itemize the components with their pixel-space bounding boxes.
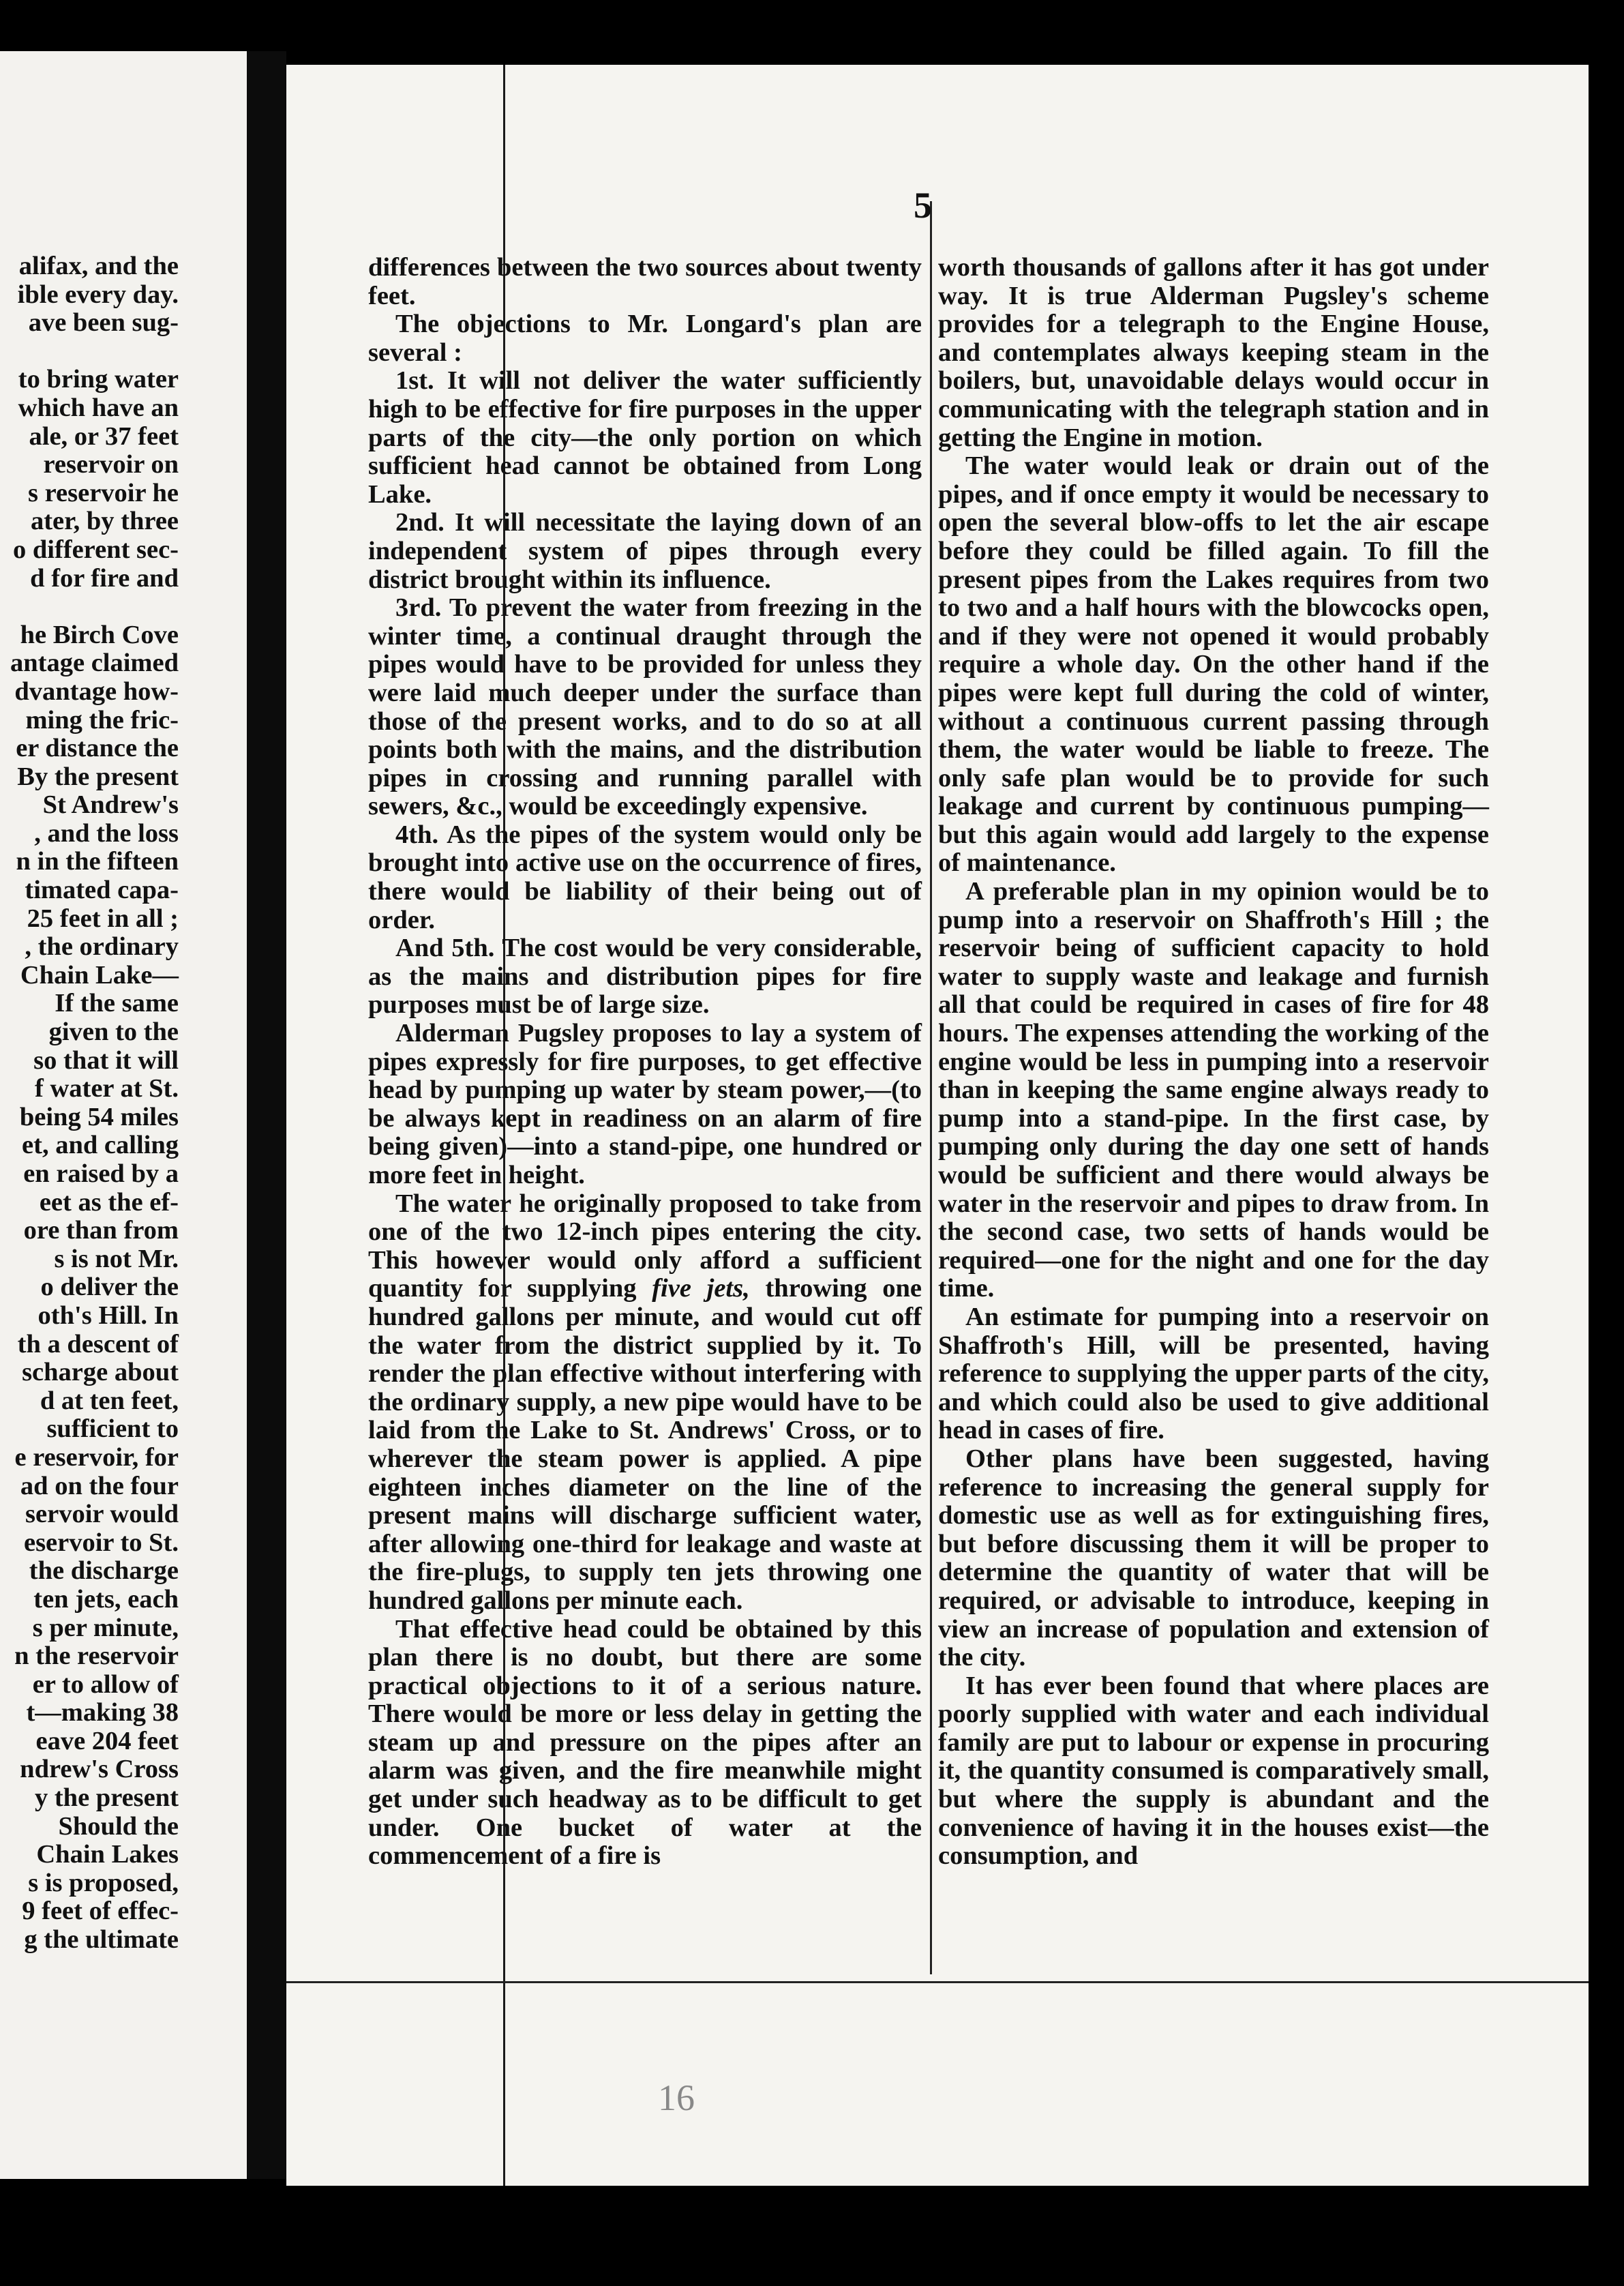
paragraph: That effective head could be obtained by this plan there is no doubt, but there are some practical objections to it of a serious nature. There would be more or less delay in getting the steam up and pressure on the pipes after an alarm was given, and the fire meanwhile might get under such headway as to be difficult to get under. One bucket of water at the commencement of a fire is (368, 1614, 922, 1871)
paragraph: And 5th. The cost would be very considerable, as the mains and distribution pipes for fire purposes must be of large size. (368, 934, 922, 1020)
text-run: throwing one hundred gallons per minute, and would cut off the water from the district supplied by it. To render the plan effective without interfering with the ordinary supply, a new pipe would have to be laid from the Lake to St. Andrews' Cross, or to wherever the steam power is applied. A pipe eighteen inches diameter on the line of the present mains will discharge sufficient water, after allowing one-third for leakage and waste at the fire-plugs, to supply ten jets throwing one hundred gallons per minute each. (368, 1274, 922, 1615)
text-line: Chain Lake— (20, 960, 179, 990)
text-line: ad on the four (20, 1471, 179, 1500)
text-line: y the present (34, 1783, 179, 1813)
text-line: antage claimed (10, 649, 179, 678)
paragraph: The water would leak or drain out of the pipes, and if once empty it would be necessary to open the several blow-offs to let the air escape before they could be filled again. To fill the present pipes from the Lakes requires from two to two and a half hours with the blowcocks open, and if they were not opened it would probably require a whole day. On the other hand if the pipes were kept full during the cold of winter, without a continuous current passing through them, the water would be liable to freeze. The only safe plan would be to provide for such leakage and current by continuous pumping—but this again would add largely to the expense of maintenance. (938, 451, 1489, 878)
text-line: eet as the ef- (39, 1187, 179, 1217)
text-line: St Andrew's (42, 790, 179, 820)
text-line: the discharge (29, 1556, 179, 1586)
text-line: , the ordinary (25, 932, 179, 962)
text-line: servoir would (25, 1500, 179, 1529)
bottom-rule (286, 1981, 1589, 1983)
text-line: n the reservoir (14, 1642, 179, 1671)
text-line: Chain Lakes (36, 1840, 179, 1869)
paragraph: 4th. As the pipes of the system would only be brought into active use on the occurrence of fires, there would be liability of their being out of order. (368, 820, 922, 934)
emphasis: five jets, (652, 1274, 750, 1303)
text-line: ming the fric- (25, 705, 179, 734)
text-line: reservoir on (43, 450, 179, 479)
text-line: ave been sug- (28, 308, 179, 338)
text-line (0, 593, 179, 621)
paragraph: differences between the two sources about twenty feet. (368, 253, 922, 310)
text-line: er to allow of (32, 1669, 179, 1699)
paragraph: Other plans have been suggested, having reference to increasing the general supply for domestic use as well as for extinguishing fires, but before discussing them it will be proper to determine the quantity of water that will be required, or advisable to introduce, keeping in view an increase of population and extension of the city. (938, 1444, 1489, 1672)
text-line: s reservoir he (28, 478, 179, 507)
text-line: o deliver the (40, 1273, 179, 1302)
paragraph: An estimate for pumping into a reservoir on Shaffroth's Hill, will be presented, having reference to supplying the upper parts of the city, and which could also be used to give additional head in cases of fire. (938, 1302, 1489, 1445)
text-line: which have an (18, 393, 179, 422)
text-line: given to the (48, 1018, 179, 1047)
text-line: , and the loss (34, 818, 179, 848)
page-number: 5 (914, 185, 932, 226)
text-line: n in the fifteen (16, 847, 179, 876)
paragraph: A preferable plan in my opinion would be to pump into a reservoir on Shaffroth's Hill ; the reservoir being of sufficient capacity to hold water to supply waste and leakage and furnish all that could be required in cases of fire for 48 hours. The expenses attending the working of the engine would be less in pumping into a reservoir than in keeping the same engine always ready to pump into a stand-pipe. In the first case, by pumping only during the day one sett of hands would be sufficient and there would always be water in the reservoir and pipes to draw from. In the second case, two setts of hands would be required—one for the night and one for the day time. (938, 877, 1489, 1303)
text-line: th a descent of (17, 1329, 179, 1359)
paragraph: worth thousands of gallons after it has got under way. It is true Alderman Pugsley's scheme provides for a telegraph to the Engine House, and contemplates always keeping steam in the boilers, but, unavoidable delays would occur in communicating with the telegraph station and in getting the Engine in motion. (938, 253, 1489, 452)
text-line: t—making 38 (26, 1698, 179, 1727)
paragraph: Alderman Pugsley proposes to lay a system of pipes expressly for fire purposes, to get effective head by pumping up water by steam power,—(to be always kept in readiness on an alarm of fire being given)—into a stand-pipe, one hundred or more feet in height. (368, 1019, 922, 1189)
text-line: timated capa- (25, 876, 179, 905)
paragraph: 2nd. It will necessitate the laying down of an independent system of pipes through every district brought within its influence. (368, 508, 922, 594)
text-line: so that it will (33, 1045, 179, 1075)
text-line: ten jets, each (33, 1584, 179, 1614)
left-page-text (0, 252, 179, 1955)
text-line: dvantage how- (14, 677, 179, 706)
text-line: oth's Hill. In (37, 1301, 179, 1330)
text-line: eservoir to St. (23, 1528, 179, 1557)
text-line: s per minute, (32, 1613, 179, 1642)
text-line: ale, or 37 feet (29, 421, 179, 451)
text-line: e reservoir, for (14, 1442, 179, 1472)
text-line: d for fire and (30, 563, 179, 593)
text-column-2 (938, 254, 1489, 1871)
text-run: The water he originally proposed to take from one of the two 12-inch pipes entering the city. This however would only afford a sufficient quantity for supplying (368, 1189, 922, 1303)
text-line: en raised by a (23, 1159, 179, 1188)
text-line: s is not Mr. (54, 1244, 179, 1273)
paragraph: 1st. It will not deliver the water sufficiently high to be effective for fire purposes in the upper parts of the city—the only portion on which sufficient head cannot be obtained from Long Lake. (368, 366, 922, 509)
text-line: alifax, and the (18, 252, 179, 280)
folio-mark: 16 (658, 2077, 695, 2118)
paragraph: The objections to Mr. Longard's plan are several : (368, 310, 922, 367)
paragraph: 3rd. To prevent the water from freezing in the winter time, a continual draught through the pipes would have to be provided for unless they were laid much deeper under the surface than those of the present works, and to do so at all points both with the mains, and the distribution pipes in crossing and running parallel with sewers, &c., would be exceedingly expensive. (368, 593, 922, 821)
text-line (0, 338, 179, 366)
text-line: ible every day. (17, 280, 179, 309)
text-line: 25 feet in all ; (27, 904, 179, 933)
text-line: sufficient to (46, 1414, 179, 1444)
text-column-1 (368, 254, 922, 1871)
text-line: f water at St. (35, 1074, 179, 1103)
text-line: er distance the (16, 734, 179, 763)
text-line: By the present (17, 762, 179, 791)
text-line: being 54 miles (19, 1102, 179, 1131)
text-line: to bring water (18, 365, 179, 394)
text-line: g the ultimate (24, 1925, 179, 1955)
column-rule (930, 201, 932, 1974)
text-line: d at ten feet, (40, 1386, 179, 1415)
text-line: he Birch Cove (20, 620, 179, 649)
text-line: scharge about (22, 1358, 179, 1387)
text-line: eave 204 feet (35, 1726, 179, 1755)
text-line: ndrew's Cross (20, 1755, 179, 1784)
text-line: et, and calling (22, 1131, 179, 1160)
paragraph: It has ever been found that where places are poorly supplied with water and each individual family are put to labour or expense in procuring it, the quantity consumed is comparatively small, but where the supply is abundant and the convenience of having it in the houses exist—the consumption, and (938, 1671, 1489, 1871)
text-line: ater, by three (30, 507, 179, 536)
text-line: ore than from (23, 1216, 179, 1245)
text-line: 9 feet of effec- (22, 1897, 179, 1926)
text-line: If the same (55, 989, 179, 1018)
text-line: o different sec- (12, 535, 179, 564)
gutter-shadow (247, 51, 286, 2179)
paragraph (368, 1190, 922, 1616)
text-line: s is proposed, (28, 1868, 179, 1897)
text-line: Should the (58, 1811, 179, 1841)
